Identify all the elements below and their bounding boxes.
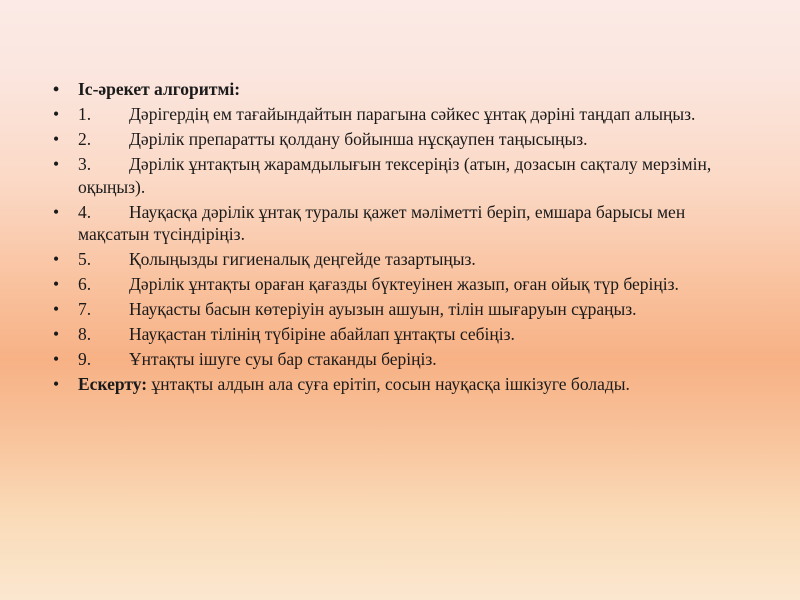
bullet-icon: • (53, 104, 60, 124)
step-text: Дәрілік ұнтақты ораған қағазды бүктеуінен жазып, оған ойық түр беріңіз. (129, 274, 679, 294)
step-item (53, 248, 753, 271)
step-number: 4. (78, 201, 92, 222)
step-text: Ұнтақты ішуге суы бар стаканды беріңіз. (129, 349, 437, 369)
step-number: 5. (78, 249, 92, 269)
step-item (53, 128, 753, 151)
step-number: 7. (78, 299, 92, 319)
bullet-icon: • (53, 299, 60, 319)
step-text: Науқасқа дәрілік ұнтақ туралы қажет мәліметті беріп, емшара барысы мен мақсатын түсіндіріңіз. (78, 201, 686, 244)
step-number: 2. (78, 129, 92, 149)
step-item (53, 103, 753, 126)
step-text: Дәрілік ұнтақтың жарамдылығын тексеріңіз (атын, дозасын сақталу мерзімін, оқыңыз). (78, 154, 712, 197)
bullet-icon: • (53, 129, 60, 149)
step-text: Науқастан тілінің түбіріне абайлап ұнтақты себіңіз. (129, 324, 515, 344)
slide-content (53, 78, 753, 398)
step-text: Дәрігердің ем тағайындайтын парагына сәйкес ұнтақ дәріні таңдап алыңыз. (129, 104, 696, 124)
bullet-icon: • (53, 274, 60, 294)
step-text: Қолыңызды гигиеналық деңгейде тазартыңыз. (129, 249, 476, 269)
note-item (53, 373, 753, 396)
bullet-icon: • (53, 201, 60, 222)
note-label: Ескерту: (78, 374, 148, 394)
bullet-icon: • (53, 79, 60, 99)
algorithm-heading (53, 78, 753, 101)
step-item (53, 348, 753, 371)
step-item (53, 153, 753, 198)
step-number: 3. (78, 154, 92, 174)
bullet-icon: • (53, 349, 60, 369)
step-text: Дәрілік препаратты қолдану бойынша нұсқаупен таңысыңыз. (129, 129, 588, 149)
bullet-icon: • (53, 154, 60, 174)
step-item (53, 273, 753, 296)
note-text: ұнтақты алдын ала суға ерітіп, сосын науқасқа ішкізуге болады. (147, 374, 630, 394)
step-text: Науқасты басын көтеріуін ауызын ашуын, тілін шығаруын сұраңыз. (129, 299, 637, 319)
heading-text: Іс-әрекет алгоритмі: (78, 79, 241, 99)
step-item (53, 298, 753, 321)
bullet-icon: • (53, 324, 60, 344)
step-number: 8. (78, 324, 92, 344)
step-number: 6. (78, 274, 92, 294)
step-item (53, 323, 753, 346)
bullet-icon: • (53, 374, 60, 394)
step-item (53, 201, 753, 246)
step-number: 1. (78, 104, 92, 124)
step-number: 9. (78, 349, 92, 369)
bullet-icon: • (53, 249, 60, 269)
